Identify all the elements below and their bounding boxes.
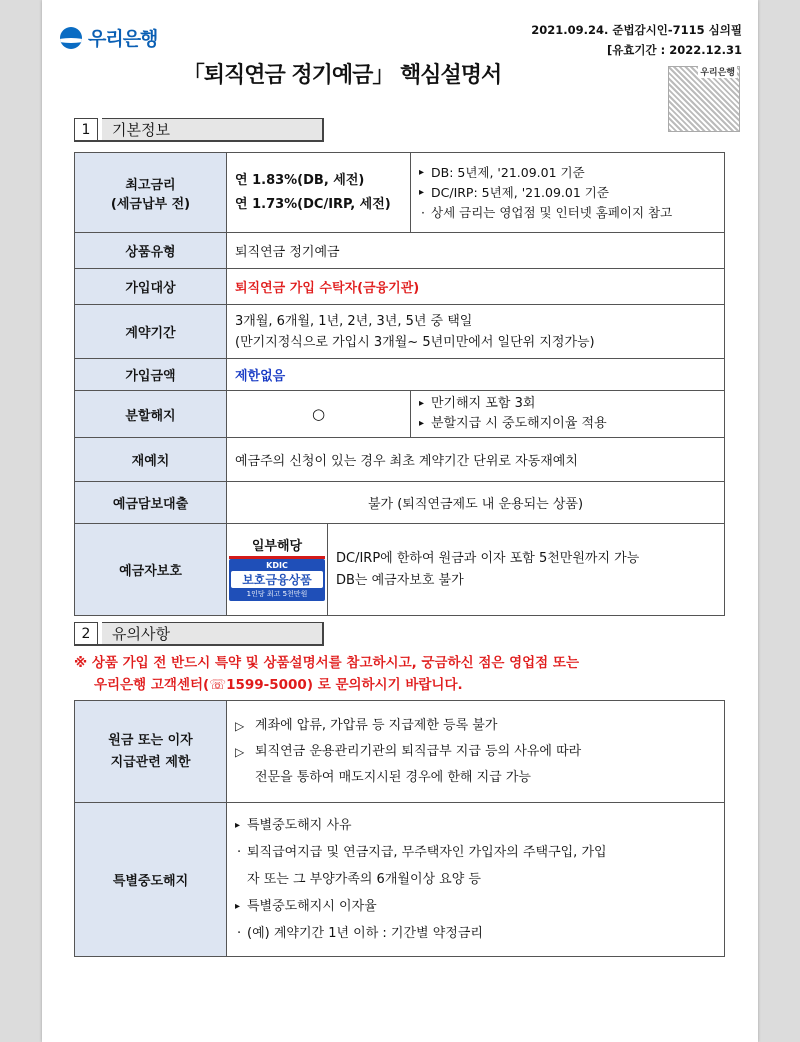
restriction-label: 원금 또는 이자 지급관련 제한 (75, 701, 227, 803)
term-label: 계약기간 (75, 305, 227, 359)
qr-label: 우리은행 (698, 65, 737, 78)
loan-value: 불가 (퇴직연금제도 내 운용되는 상품) (227, 482, 725, 524)
section1-heading (74, 118, 324, 142)
renewal-value: 예금주의 신청이 있는 경우 최초 계약기간 단위로 자동재예치 (227, 438, 725, 482)
partial-row (75, 391, 725, 438)
kdic-shield-icon: KDIC 보호금융상품 1인당 최고 5천만원 (229, 559, 325, 601)
eligibility-label: 가입대상 (75, 269, 227, 305)
document-title: 「퇴직연금 정기예금」 핵심설명서 (182, 63, 502, 88)
kdic-badge-top: 일부해당 (251, 539, 303, 554)
type-row (75, 233, 725, 269)
special-row (75, 803, 725, 957)
eligibility-row (75, 269, 725, 305)
loan-label: 예금담보대출 (75, 482, 227, 524)
partial-label: 분할해지 (75, 391, 227, 438)
term-value: 3개월, 6개월, 1년, 2년, 3년, 5년 중 택일 (만기지정식으로 가입시 3개월~ 5년미만에서 일단위 지정가능) (227, 305, 725, 359)
amount-value: 제한없음 (227, 359, 725, 391)
partial-notes: ▸ 만기해지 포함 3회 ▸ 분할지급 시 중도해지이율 적용 (411, 391, 725, 438)
kdic-badge (229, 538, 325, 601)
amount-label: 가입금액 (75, 359, 227, 391)
section2-number: 2 (74, 622, 98, 644)
protection-badge-cell (227, 524, 328, 616)
amount-row (75, 359, 725, 391)
special-label: 특별중도해지 (75, 803, 227, 957)
restriction-row (75, 701, 725, 803)
approval-number: 2021.09.24. 준법감시인-7115 심의필 (531, 23, 742, 37)
restriction-items: ▷ 계좌에 압류, 가압류 등 지급제한 등록 불가 ▷ 퇴직연금 운용관리기관의 퇴직급부 지급 등의 사유에 따라 전문을 통하여 매도지시된 경우에 한해 지급 가능 (227, 701, 725, 803)
renewal-row (75, 438, 725, 482)
protection-label: 예금자보호 (75, 524, 227, 616)
rate-value: 연 1.83%(DB, 세전) 연 1.73%(DC/IRP, 세전) (227, 153, 411, 233)
protection-row (75, 524, 725, 616)
rate-row (75, 153, 725, 233)
protection-value: DC/IRP에 한하여 원금과 이자 포함 5천만원까지 가능 DB는 예금자보호 불가 (328, 524, 725, 616)
woori-logo-icon (60, 27, 82, 49)
document-page (42, 0, 758, 1042)
qr-code-icon (668, 66, 740, 132)
caution-table (74, 700, 725, 957)
caution-notice: ※ 상품 가입 전 반드시 특약 및 상품설명서를 참고하시고, 궁금하신 점은 영업점 또는 우리은행 고객센터(☏1599-5000) 로 문의하시기 바랍니다. (74, 655, 580, 693)
type-label: 상품유형 (75, 233, 227, 269)
term-row (75, 305, 725, 359)
section1-title: 기본정보 (102, 118, 324, 140)
special-items: ▸ 특별중도해지 사유 · 퇴직급여지급 및 연금지급, 무주택자인 가입자의 주택구입, 가입 자 또는 그 부양가족의 6개월이상 요양 등 ▸ 특별중도해지시 이자율 · (예) 계약기간 1년 이하 : 기간별 약정금리 (227, 803, 725, 957)
type-value: 퇴직연금 정기예금 (227, 233, 725, 269)
section2-title: 유의사항 (102, 622, 324, 644)
loan-row (75, 482, 725, 524)
renewal-label: 재예치 (75, 438, 227, 482)
bank-name: 우리은행 (88, 28, 158, 50)
section1-number: 1 (74, 118, 98, 140)
rate-notes: ▸ DB: 5년제, '21.09.01 기준 ▸ DC/IRP: 5년제, '21.09.01 기준 · 상세 금리는 영업점 및 인터넷 홈페이지 참고 (411, 153, 725, 233)
validity-period: [유효기간 : 2022.12.31 (606, 43, 742, 57)
basic-info-table (74, 152, 725, 616)
rate-label: 최고금리 (세금납부 전) (75, 153, 227, 233)
partial-mark: ○ (227, 391, 411, 438)
section2-heading (74, 622, 324, 646)
bank-logo (60, 24, 157, 51)
eligibility-value: 퇴직연금 가입 수탁자(금융기관) (227, 269, 725, 305)
approval-info (531, 20, 742, 60)
